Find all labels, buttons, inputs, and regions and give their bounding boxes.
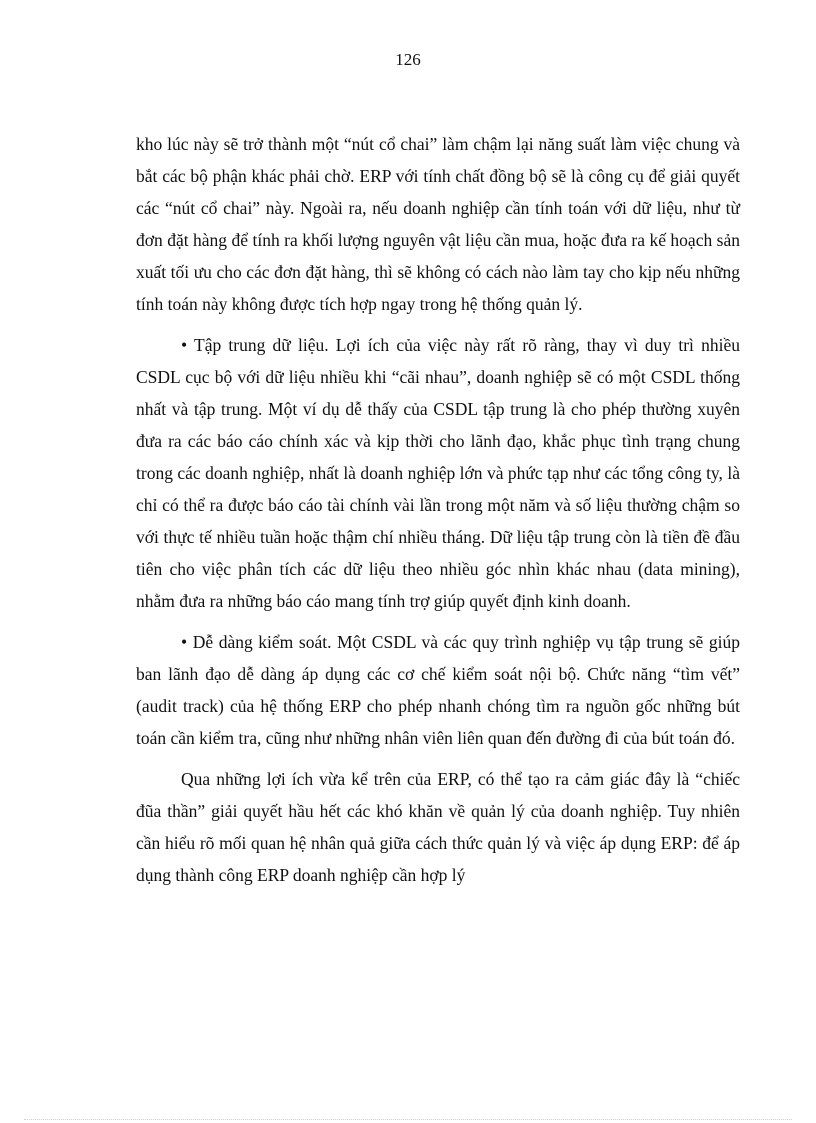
page-number: 126	[395, 50, 421, 69]
page-bottom-divider	[24, 1119, 792, 1120]
paragraph-continuation: kho lúc này sẽ trở thành một “nút cổ chai” làm chậm lại năng suất làm việc chung và bắt các bộ phận khác phải chờ. ERP với tính chất đồng bộ sẽ là công cụ để giải quyết các “nút cổ chai” này. Ngoài ra, nếu doanh nghiệp cần tính toán với dữ liệu, như từ đơn đặt hàng để tính ra khối lượng nguyên vật liệu cần mua, hoặc đưa ra kế hoạch sản xuất tối ưu cho các đơn đặt hàng, thì sẽ không có cách nào làm tay cho kịp nếu những tính toán này không được tích hợp ngay trong hệ thống quản lý.	[136, 134, 740, 314]
document-body	[136, 128, 740, 900]
paragraph-easy-control: • Dễ dàng kiểm soát. Một CSDL và các quy trình nghiệp vụ tập trung sẽ giúp ban lãnh đạo dễ dàng áp dụng các cơ chế kiểm soát nội bộ. Chức năng “tìm vết” (audit track) của hệ thống ERP cho phép nhanh chóng tìm ra nguồn gốc những bút toán cần kiểm tra, cũng như những nhân viên liên quan đến đường đi của bút toán đó.	[136, 632, 740, 748]
paragraph-erp-benefits-summary: Qua những lợi ích vừa kể trên của ERP, có thể tạo ra cảm giác đây là “chiếc đũa thần” giải quyết hầu hết các khó khăn về quản lý của doanh nghiệp. Tuy nhiên cần hiểu rõ mối quan hệ nhân quả giữa cách thức quản lý và việc áp dụng ERP: để áp dụng thành công ERP doanh nghiệp cần hợp lý	[136, 769, 740, 885]
paragraph-centralized-data: • Tập trung dữ liệu. Lợi ích của việc này rất rõ ràng, thay vì duy trì nhiều CSDL cục bộ với dữ liệu nhiều khi “cãi nhau”, doanh nghiệp sẽ có một CSDL thống nhất và tập trung. Một ví dụ dễ thấy của CSDL tập trung là cho phép thường xuyên đưa ra các báo cáo chính xác và kịp thời cho lãnh đạo, khắc phục tình trạng chung trong các doanh nghiệp, nhất là doanh nghiệp lớn và phức tạp như các tổng công ty, là chỉ có thể ra được báo cáo tài chính vài lần trong một năm và số liệu thường chậm so với thực tế nhiều tuần hoặc thậm chí nhiều tháng. Dữ liệu tập trung còn là tiền đề đầu tiên cho việc phân tích các dữ liệu theo nhiều góc nhìn khác nhau (data mining), nhằm đưa ra những báo cáo mang tính trợ giúp quyết định kinh doanh.	[136, 335, 740, 611]
